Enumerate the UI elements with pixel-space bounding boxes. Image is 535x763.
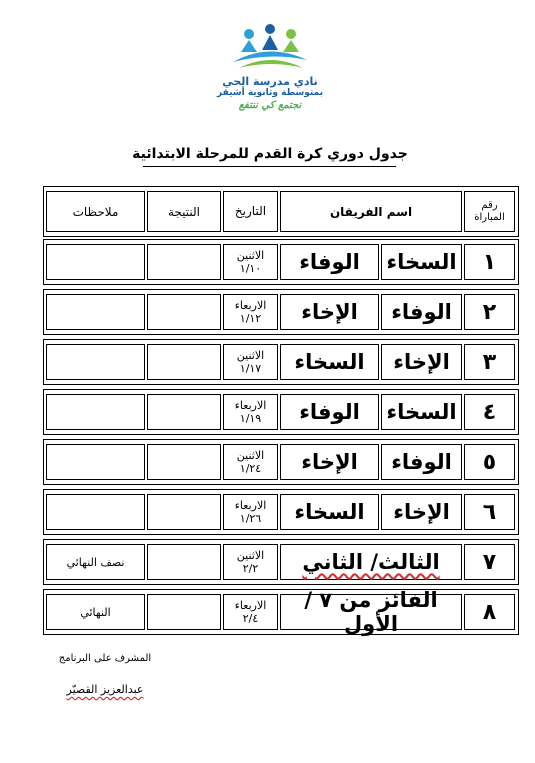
team-b: الإخاء (280, 444, 379, 480)
table-header (43, 186, 519, 237)
semi-final-teams (280, 544, 462, 580)
header-match-number-line2: المباراة (474, 211, 505, 223)
match-notes (46, 494, 145, 530)
match-day: الاثنين (236, 249, 265, 262)
match-date-value: ١/١٢ (239, 312, 262, 325)
match-date-value: ١/١٠ (239, 262, 262, 275)
match-date-value: ١/٢٦ (239, 512, 262, 525)
match-number: ٨ (464, 594, 515, 630)
match-notes (46, 444, 145, 480)
semi-final-teams-text: الثالث/ الثاني (302, 550, 440, 574)
team-b: الوفاء (280, 394, 379, 430)
match-day: الاربعاء (234, 499, 267, 512)
match-day: الاثنين (236, 349, 265, 362)
match-date (223, 394, 278, 430)
table-row (43, 239, 519, 285)
match-result (147, 594, 221, 630)
team-a: السخاء (381, 244, 462, 280)
match-date-value: ١/٢٤ (239, 462, 262, 475)
match-number: ١ (464, 244, 515, 280)
people-star-logo-icon (229, 22, 311, 74)
match-result (147, 294, 221, 330)
team-a: الوفاء (381, 294, 462, 330)
team-a: الإخاء (381, 344, 462, 380)
header-match-number (464, 191, 515, 232)
title-underline (143, 166, 396, 167)
match-number: ٣ (464, 344, 515, 380)
team-b: الوفاء (280, 244, 379, 280)
header-date: التاريخ (223, 191, 278, 232)
table-row (43, 489, 519, 535)
logo-school-name: بمتوسطة وثانوية أشيقر (217, 88, 323, 98)
team-b: السخاء (280, 494, 379, 530)
school-logo (215, 22, 325, 122)
table-row (43, 539, 519, 585)
match-date (223, 494, 278, 530)
page-title: جدول دوري كرة القدم للمرحلة الابتدائية (132, 146, 408, 162)
match-result (147, 394, 221, 430)
supervisor-label: المشرف على البرنامج (58, 653, 152, 664)
supervisor-name (30, 683, 180, 696)
match-date-value: ١/١٩ (239, 412, 262, 425)
team-b: السخاء (280, 344, 379, 380)
header-teams: اسم الفريقان (280, 191, 462, 232)
match-date (223, 594, 278, 630)
table-row (43, 439, 519, 485)
match-number: ٧ (464, 544, 515, 580)
match-notes (46, 394, 145, 430)
match-number: ٤ (464, 394, 515, 430)
table-row (43, 339, 519, 385)
match-result (147, 494, 221, 530)
team-a: الإخاء (381, 494, 462, 530)
logo-slogan: نجتمع كي ننتفع (238, 100, 302, 111)
match-result (147, 544, 221, 580)
match-day: الاثنين (236, 449, 265, 462)
match-day: الاثنين (236, 549, 265, 562)
final-teams: الفائز من ٧ /الأول (280, 594, 462, 630)
match-number: ٢ (464, 294, 515, 330)
match-date (223, 344, 278, 380)
match-date (223, 544, 278, 580)
table-row (43, 389, 519, 435)
team-a: السخاء (381, 394, 462, 430)
match-number: ٦ (464, 494, 515, 530)
match-notes (46, 294, 145, 330)
match-day: الاربعاء (234, 299, 267, 312)
supervisor-name-text: عبدالعزيز القصيّر (66, 683, 144, 696)
match-date (223, 294, 278, 330)
match-day: الاربعاء (234, 399, 267, 412)
header-match-number-line1: رقم (481, 199, 498, 211)
match-notes: النهائي (46, 594, 145, 630)
table-row (43, 289, 519, 335)
match-result (147, 244, 221, 280)
match-notes: نصف النهائي (46, 544, 145, 580)
match-notes (46, 244, 145, 280)
match-date-value: ٢/٢ (242, 562, 259, 575)
match-date-value: ٢/٤ (242, 612, 259, 625)
match-notes (46, 344, 145, 380)
match-result (147, 444, 221, 480)
header-result: النتيجة (147, 191, 221, 232)
team-b: الإخاء (280, 294, 379, 330)
logo-club-name: نادي مدرسة الحي (222, 75, 318, 88)
header-notes: ملاحظات (46, 191, 145, 232)
match-number: ٥ (464, 444, 515, 480)
match-day: الاربعاء (234, 599, 267, 612)
match-result (147, 344, 221, 380)
match-date (223, 444, 278, 480)
match-date-value: ١/١٧ (239, 362, 262, 375)
team-a: الوفاء (381, 444, 462, 480)
table-row (43, 589, 519, 635)
match-date (223, 244, 278, 280)
